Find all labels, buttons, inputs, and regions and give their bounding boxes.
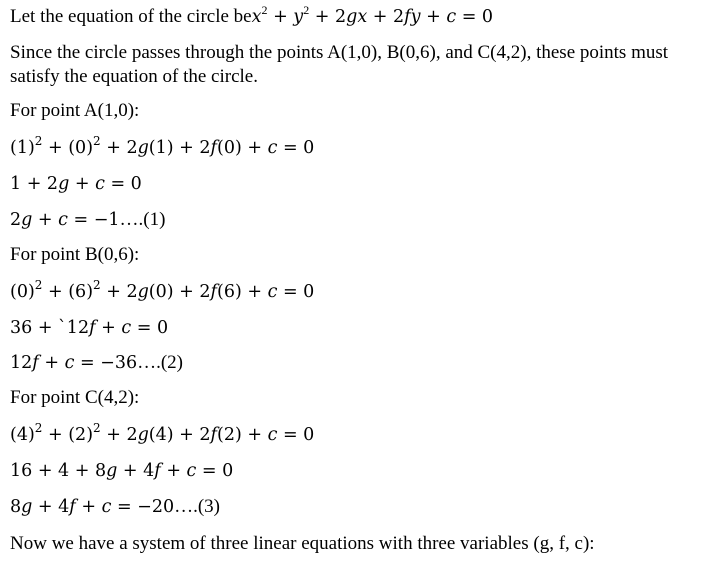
text-segment: fy	[404, 7, 421, 27]
text-segment: + 2	[100, 282, 138, 302]
text-segment: Now we have a system of three linear equations with three variables (g, f, c):	[10, 533, 595, 554]
text-segment: = 0	[131, 318, 169, 338]
text-segment: +	[420, 7, 447, 27]
text-segment: +	[267, 7, 294, 27]
text-segment: c	[267, 138, 278, 158]
text-line	[10, 243, 139, 267]
text-segment: + (0)	[42, 138, 94, 158]
text-segment: 36 + `12	[10, 318, 90, 338]
superscript: 2	[303, 3, 310, 17]
equation-line	[10, 495, 220, 519]
text-segment: satisfy the equation of the circle.	[10, 66, 258, 87]
text-line	[10, 5, 493, 29]
text-segment: g	[106, 461, 118, 481]
equation-line	[10, 351, 183, 375]
text-segment: Let the equation of the circle be	[10, 6, 252, 27]
text-segment: f	[210, 425, 217, 445]
text-segment: For point C(4,2):	[10, 387, 140, 408]
text-segment: f	[210, 138, 217, 158]
text-segment: (6) +	[217, 282, 268, 302]
text-segment: + 2	[367, 7, 405, 27]
equation-line	[10, 136, 314, 160]
text-segment: + 2	[100, 425, 138, 445]
text-segment: f	[210, 282, 217, 302]
superscript: 2	[34, 134, 43, 148]
text-segment: 12	[10, 353, 33, 373]
text-segment: = 0	[277, 282, 315, 302]
text-segment: (1) + 2	[148, 138, 211, 158]
text-segment: = 0	[456, 7, 494, 27]
text-line	[10, 41, 668, 65]
text-segment: Since the circle passes through the points A(1,0), B(0,6), and C(4,2), these points must	[10, 42, 669, 63]
superscript: 2	[34, 278, 43, 292]
equation-line	[10, 459, 233, 483]
text-segment: = 0	[277, 425, 315, 445]
text-segment: g	[58, 174, 70, 194]
text-segment: 16 + 4 + 8	[10, 461, 107, 481]
text-segment: f	[32, 353, 39, 373]
equation-line	[10, 172, 142, 196]
text-segment: g	[21, 210, 33, 230]
text-segment: + (2)	[42, 425, 94, 445]
text-segment: ….(2)	[137, 352, 184, 373]
text-line	[10, 386, 139, 410]
text-segment: 8	[10, 497, 22, 517]
text-segment: = 0	[104, 174, 142, 194]
text-segment: c	[121, 318, 132, 338]
text-segment: (1)	[10, 138, 35, 158]
text-segment: +	[75, 497, 102, 517]
text-segment: g	[137, 425, 149, 445]
text-segment: x	[251, 7, 262, 27]
text-segment: + 4	[117, 461, 155, 481]
text-segment: For point B(0,6):	[10, 244, 140, 265]
text-line	[10, 532, 595, 556]
text-segment: +	[69, 174, 96, 194]
text-segment: gx	[346, 7, 368, 27]
text-segment: c	[446, 7, 457, 27]
text-segment: (4)	[10, 425, 35, 445]
text-segment: + (6)	[42, 282, 94, 302]
superscript: 2	[93, 278, 101, 292]
text-segment: c	[267, 425, 278, 445]
text-line	[10, 99, 139, 123]
equation-line	[10, 208, 165, 232]
text-segment: f	[69, 497, 76, 517]
text-segment: (0) + 2	[148, 282, 211, 302]
equation-line	[10, 280, 314, 304]
text-segment: +	[160, 461, 187, 481]
text-segment: c	[267, 282, 278, 302]
text-segment: +	[95, 318, 122, 338]
text-segment: g	[137, 282, 149, 302]
text-segment: ….(1)	[119, 209, 166, 230]
text-segment: c	[186, 461, 197, 481]
text-segment: 2	[10, 210, 22, 230]
text-segment: f	[154, 461, 161, 481]
text-segment: g	[137, 138, 149, 158]
text-segment: + 2	[309, 7, 347, 27]
text-segment: c	[58, 210, 68, 230]
text-segment: +	[38, 353, 65, 373]
text-segment: = 0	[196, 461, 234, 481]
superscript: 2	[93, 134, 101, 148]
equation-line	[10, 423, 314, 447]
text-segment: c	[64, 353, 75, 373]
text-segment: c	[95, 174, 105, 194]
superscript: 2	[261, 3, 268, 17]
text-segment: = −1	[67, 210, 120, 230]
superscript: 2	[34, 421, 43, 435]
text-segment: c	[101, 497, 112, 517]
text-segment: (2) +	[217, 425, 268, 445]
text-segment: g	[21, 497, 33, 517]
text-segment: +	[32, 210, 59, 230]
equation-line	[10, 316, 168, 340]
text-segment: + 4	[32, 497, 70, 517]
text-line	[10, 65, 258, 89]
text-segment: + 2	[100, 138, 138, 158]
text-segment: = 0	[277, 138, 315, 158]
text-segment: 1 + 2	[10, 174, 59, 194]
text-segment: y	[293, 7, 304, 27]
text-segment: (0)	[10, 282, 35, 302]
text-segment: = −20	[111, 497, 175, 517]
superscript: 2	[93, 421, 101, 435]
text-segment: f	[89, 318, 96, 338]
text-segment: (0) +	[217, 138, 268, 158]
text-segment: (4) + 2	[148, 425, 211, 445]
text-segment: = −36	[74, 353, 138, 373]
text-segment: ….(3)	[174, 496, 221, 517]
text-segment: For point A(1,0):	[10, 100, 140, 121]
